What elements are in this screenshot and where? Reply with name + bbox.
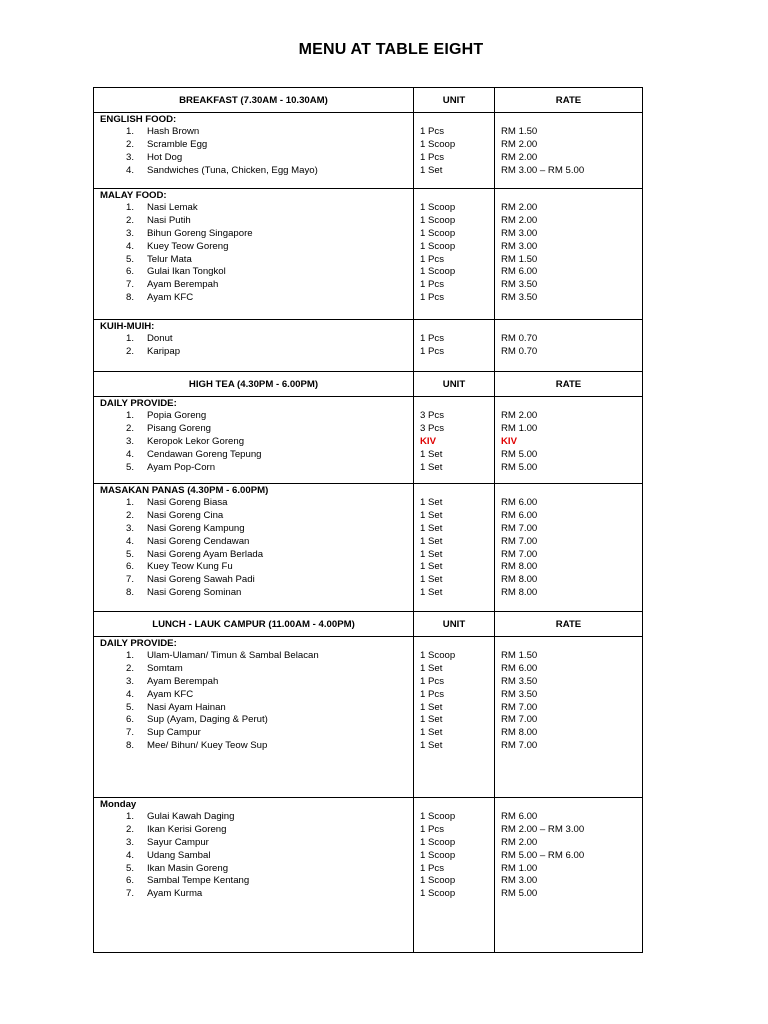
item-name: Ayam KFC [147,292,194,304]
item-number: 4. [125,164,134,176]
item-number: 4. [125,688,134,700]
rate-column-header: RATE [495,88,643,113]
item-unit: 1 Scoop [420,811,456,822]
item-name: Scramble Egg [147,138,208,150]
item-rate: RM 7.00 [501,522,538,534]
menu-item [94,663,413,676]
group-rates-cell [495,189,643,320]
menu-item [94,410,413,423]
menu-item [94,676,413,689]
menu-group [94,113,643,189]
item-unit: 1 Set [420,497,443,508]
item-name: Nasi Ayam Hainan [147,701,226,713]
menu-item [94,152,413,165]
item-name: Udang Sambal [147,849,211,861]
group-rates-cell [495,320,643,372]
page-title: MENU AT TABLE EIGHT [298,41,484,58]
menu-group [94,320,643,372]
item-number: 1. [125,410,134,421]
menu-item [94,689,413,702]
menu-item [94,727,413,740]
menu-item [94,462,413,475]
menu-item [94,510,413,523]
group-title: Monday [100,799,137,810]
item-name: Mee/ Bihun/ Kuey Teow Sup [147,740,268,752]
item-rate: RM 3.50 [501,675,538,687]
group-items-cell [94,484,414,612]
menu-item [94,497,413,510]
group-rates-cell [495,484,643,612]
item-unit: 1 Set [420,448,443,460]
item-unit: 1 Set [420,561,443,573]
group-items-cell [94,320,414,372]
section-header-row [94,612,643,637]
item-number: 3. [125,435,134,447]
item-name: Sup (Ayam, Daging & Perut) [147,714,268,726]
item-number: 8. [125,740,134,752]
item-number: 7. [125,574,134,586]
item-unit: 1 Pcs [420,333,444,344]
rate-column-header: RATE [495,372,643,397]
group-title: MASAKAN PANAS (4.30PM - 6.00PM) [100,485,269,496]
menu-item [94,837,413,850]
item-rate: RM 0.70 [501,333,538,344]
item-rate: RM 8.00 [501,574,538,586]
item-name: Nasi Goreng Cina [147,509,224,521]
item-name: Keropok Lekor Goreng [147,435,245,447]
item-unit: 1 Pcs [420,823,444,835]
item-unit: 1 Set [420,714,443,726]
item-rate: RM 6.00 [501,662,538,674]
group-units-cell [414,189,495,320]
item-rate: RM 2.00 [501,202,538,213]
item-name: Somtam [147,662,183,674]
item-number: 2. [125,509,134,521]
section-header: LUNCH - LAUK CAMPUR (11.00AM - 4.00PM) [94,612,414,637]
group-items-cell [94,397,414,484]
group-units-cell [414,320,495,372]
menu-group [94,637,643,798]
group-title: ENGLISH FOOD: [100,114,177,125]
item-unit: 1 Scoop [420,227,456,239]
menu-item [94,824,413,837]
item-unit: 3 Pcs [420,422,444,434]
group-title: KUIH-MUIH: [100,321,155,332]
item-number: 6. [125,875,134,887]
menu-group [94,189,643,320]
item-name: Hot Dog [147,151,183,163]
menu-item [94,423,413,436]
item-unit: 1 Scoop [420,650,456,661]
item-number: 2. [125,214,134,226]
item-rate: RM 7.00 [501,548,538,560]
item-number: 5. [125,548,134,560]
item-name: Ayam Berempah [147,675,219,687]
item-rate: RM 6.00 [501,497,538,508]
item-rate: RM 2.00 [501,214,538,226]
item-rate: RM 3.50 [501,292,538,304]
item-unit: 1 Scoop [420,849,456,861]
item-rate: RM 0.70 [501,345,538,357]
item-number: 1. [125,126,134,137]
item-unit: 1 Set [420,587,443,599]
group-units-cell [414,798,495,953]
item-unit: 1 Set [420,574,443,586]
item-unit: 1 Scoop [420,266,456,278]
item-rate: RM 6.00 [501,266,538,278]
item-unit: 1 Scoop [420,240,456,252]
unit-column-header: UNIT [414,88,495,113]
menu-group [94,397,643,484]
group-title: DAILY PROVIDE: [100,638,177,649]
item-rate: RM 8.00 [501,561,538,573]
item-number: 5. [125,253,134,265]
item-unit: 1 Pcs [420,292,444,304]
item-rate: RM 1.50 [501,650,538,661]
item-unit: 1 Scoop [420,214,456,226]
item-rate: RM 5.00 [501,888,538,900]
item-name: Ikan Masin Goreng [147,862,229,874]
item-number: 5. [125,701,134,713]
menu-item [94,561,413,574]
item-number: 1. [125,333,134,344]
item-name: Cendawan Goreng Tepung [147,448,262,460]
menu-item [94,875,413,888]
group-units-cell [414,397,495,484]
item-name: Ayam Berempah [147,279,219,291]
section-header-row [94,88,643,113]
item-number: 2. [125,138,134,150]
section-header: BREAKFAST (7.30AM - 10.30AM) [94,88,414,113]
menu-item [94,254,413,267]
item-unit: 1 Pcs [420,126,444,137]
item-unit: 1 Set [420,727,443,739]
item-name: Ayam KFC [147,688,194,700]
item-unit: 1 Set [420,509,443,521]
item-unit: 1 Pcs [420,151,444,163]
item-rate: RM 8.00 [501,727,538,739]
item-unit: 1 Set [420,701,443,713]
item-rate: RM 1.00 [501,862,538,874]
menu-item [94,241,413,254]
item-rate: RM 3.50 [501,688,538,700]
item-number: 2. [125,422,134,434]
menu-item [94,587,413,600]
menu-item [94,126,413,139]
unit-column-header: UNIT [414,612,495,637]
menu-item [94,850,413,863]
item-name: Nasi Goreng Sominan [147,587,242,599]
item-unit: 1 Pcs [420,253,444,265]
section-header: HIGH TEA (4.30PM - 6.00PM) [94,372,414,397]
item-number: 3. [125,836,134,848]
item-rate: RM 2.00 – RM 3.00 [501,823,585,835]
item-unit: 1 Scoop [420,836,456,848]
item-name: Ulam-Ulaman/ Timun & Sambal Belacan [147,650,319,661]
item-rate: RM 3.00 [501,227,538,239]
item-name: Nasi Goreng Biasa [147,497,228,508]
item-name: Ayam Kurma [147,888,203,900]
item-unit: 1 Scoop [420,202,456,213]
menu-item [94,202,413,215]
group-title: DAILY PROVIDE: [100,398,177,409]
item-rate: RM 2.00 [501,836,538,848]
group-rates-cell [495,637,643,798]
item-number: 5. [125,461,134,473]
item-number: 6. [125,561,134,573]
group-items-cell [94,113,414,189]
item-rate: RM 3.00 – RM 5.00 [501,164,585,176]
item-unit: 1 Set [420,461,443,473]
section-header-row [94,372,643,397]
menu-item [94,333,413,346]
menu-item [94,888,413,901]
group-rates-cell [495,397,643,484]
item-rate: RM 1.50 [501,126,538,137]
item-number: 5. [125,862,134,874]
item-unit: 1 Set [420,164,443,176]
menu-item [94,549,413,562]
item-number: 8. [125,587,134,599]
item-name: Telur Mata [147,253,192,265]
item-unit: 3 Pcs [420,410,444,421]
item-name: Bihun Goreng Singapore [147,227,253,239]
item-unit: 1 Scoop [420,138,456,150]
item-rate: RM 1.50 [501,253,538,265]
item-name: Nasi Putih [147,214,191,226]
item-number: 2. [125,823,134,835]
item-number: 4. [125,535,134,547]
item-name: Nasi Goreng Ayam Berlada [147,548,264,560]
item-name: Pisang Goreng [147,422,211,434]
item-name: Donut [147,333,173,344]
item-rate: RM 7.00 [501,701,538,713]
item-name: Hash Brown [147,126,200,137]
group-title: MALAY FOOD: [100,190,167,201]
menu-group [94,484,643,612]
item-number: 4. [125,448,134,460]
item-number: 1. [125,202,134,213]
item-number: 6. [125,266,134,278]
group-items-cell [94,798,414,953]
item-name: Sandwiches (Tuna, Chicken, Egg Mayo) [147,164,318,176]
item-name: Kuey Teow Goreng [147,240,229,252]
item-name: Ikan Kerisi Goreng [147,823,227,835]
menu-item [94,266,413,279]
item-number: 8. [125,292,134,304]
item-name: Gulai Ikan Tongkol [147,266,226,278]
item-number: 7. [125,279,134,291]
menu-item [94,449,413,462]
menu-item [94,702,413,715]
menu-item [94,536,413,549]
item-rate: RM 6.00 [501,509,538,521]
menu-item [94,650,413,663]
menu-item [94,279,413,292]
group-items-cell [94,637,414,798]
item-number: 7. [125,727,134,739]
item-rate: RM 7.00 [501,740,538,752]
menu-item [94,574,413,587]
item-unit: KIV [420,435,436,447]
menu-group [94,798,643,953]
item-number: 1. [125,497,134,508]
item-name: Sup Campur [147,727,201,739]
item-unit: 1 Set [420,522,443,534]
item-name: Sambal Tempe Kentang [147,875,250,887]
item-name: Nasi Goreng Cendawan [147,535,250,547]
item-rate: RM 3.00 [501,875,538,887]
item-number: 1. [125,811,134,822]
group-units-cell [414,484,495,612]
item-unit: 1 Pcs [420,688,444,700]
item-name: Ayam Pop-Corn [147,461,216,473]
menu-item [94,714,413,727]
item-unit: 1 Pcs [420,862,444,874]
item-number: 4. [125,240,134,252]
item-name: Nasi Goreng Kampung [147,522,245,534]
item-number: 3. [125,522,134,534]
unit-column-header: UNIT [414,372,495,397]
item-rate: RM 2.00 [501,151,538,163]
group-units-cell [414,113,495,189]
item-number: 3. [125,151,134,163]
item-number: 2. [125,662,134,674]
item-unit: 1 Set [420,548,443,560]
item-rate: RM 5.00 [501,448,538,460]
menu-item [94,346,413,359]
menu-item [94,811,413,824]
item-name: Nasi Lemak [147,202,198,213]
menu-item [94,139,413,152]
item-unit: 1 Scoop [420,888,456,900]
item-rate: RM 2.00 [501,138,538,150]
menu-item [94,215,413,228]
item-number: 4. [125,849,134,861]
item-number: 2. [125,345,134,357]
menu-item [94,436,413,449]
item-unit: 1 Set [420,535,443,547]
menu-item [94,863,413,876]
item-rate: RM 8.00 [501,587,538,599]
item-name: Kuey Teow Kung Fu [147,561,233,573]
item-rate: RM 7.00 [501,535,538,547]
item-number: 3. [125,675,134,687]
item-rate: RM 5.00 – RM 6.00 [501,849,585,861]
menu-table [93,87,643,953]
item-name: Popia Goreng [147,410,207,421]
item-number: 6. [125,714,134,726]
item-rate: RM 1.00 [501,422,538,434]
group-rates-cell [495,113,643,189]
item-rate: RM 6.00 [501,811,538,822]
item-unit: 1 Set [420,662,443,674]
menu-item [94,523,413,536]
item-rate: RM 5.00 [501,461,538,473]
group-items-cell [94,189,414,320]
item-name: Sayur Campur [147,836,209,848]
item-rate: RM 2.00 [501,410,538,421]
item-name: Nasi Goreng Sawah Padi [147,574,255,586]
menu-item [94,228,413,241]
item-unit: 1 Set [420,740,443,752]
item-rate: RM 3.00 [501,240,538,252]
item-unit: 1 Pcs [420,345,444,357]
item-number: 7. [125,888,134,900]
item-unit: 1 Pcs [420,675,444,687]
item-name: Karipap [147,345,181,357]
menu-item [94,165,413,178]
item-unit: 1 Scoop [420,875,456,887]
item-unit: 1 Pcs [420,279,444,291]
rate-column-header: RATE [495,612,643,637]
menu-item [94,292,413,305]
item-name: Gulai Kawah Daging [147,811,235,822]
item-number: 1. [125,650,134,661]
item-rate: KIV [501,435,517,447]
item-rate: RM 7.00 [501,714,538,726]
menu-item [94,740,413,753]
group-units-cell [414,637,495,798]
group-rates-cell [495,798,643,953]
item-number: 3. [125,227,134,239]
item-rate: RM 3.50 [501,279,538,291]
